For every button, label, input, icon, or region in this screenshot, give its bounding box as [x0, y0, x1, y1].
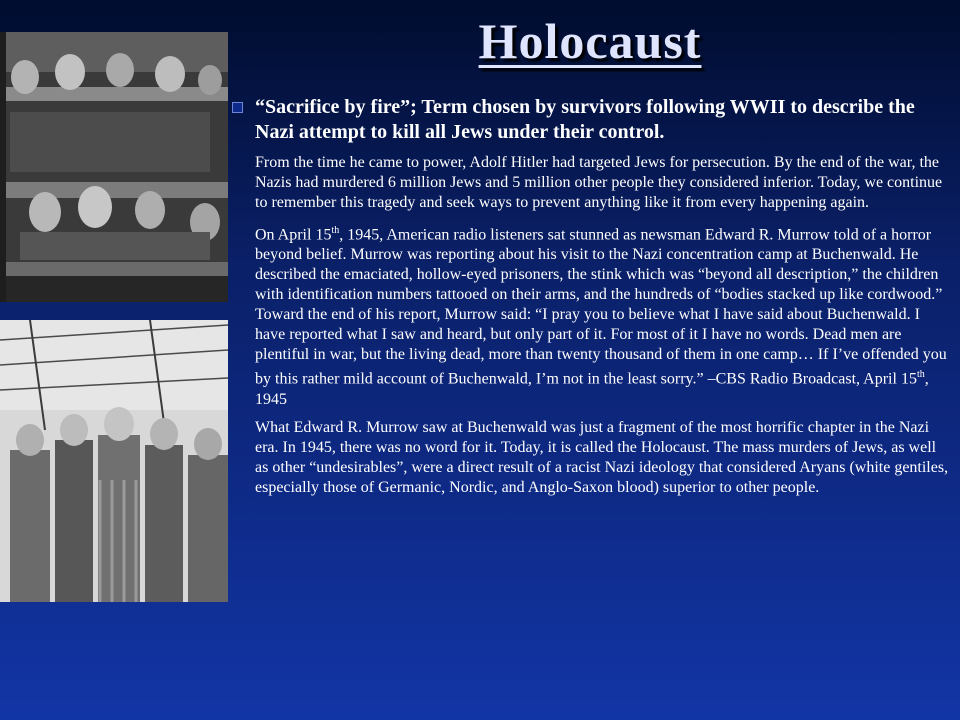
- slide-content: [230, 95, 952, 506]
- paragraph-2-part-a: On April 15: [255, 226, 332, 244]
- superscript-th: th: [331, 225, 340, 236]
- paragraph-1: From the time he came to power, Adolf Hitler had targeted Jews for persecution. By the end of the war, the Nazis had murdered 6 million Jews and 5 million other people they considered inferior. Today, we continue to remember this tragedy and seek ways to prevent anything like it from every happening again.: [255, 154, 943, 211]
- bullet-lead: [230, 95, 952, 145]
- bullet-square-icon: [232, 102, 243, 113]
- photo-children-behind-barbed-wire: [0, 320, 228, 602]
- photo-barracks-prisoners: [0, 32, 228, 302]
- slide-title: Holocaust: [478, 13, 702, 69]
- paragraph-3: What Edward R. Murrow saw at Buchenwald was just a fragment of the most horrific chapter in the Nazi era. In 1945, there was no word for it. Today, it is called the Holocaust. The mass murders of Jews, as well as other “undesirables”, were a direct result of a racist Nazi ideology that considered Aryans (white gentiles, especially those of Germanic, Nordic, and Anglo-Saxon blood) superior to other people.: [255, 418, 949, 496]
- lead-text: “Sacrifice by fire”; Term chosen by survivors following WWII to describe the Nazi attempt to kill all Jews under their control.: [255, 96, 915, 143]
- paragraph-2-part-c: , 1945: [255, 370, 929, 408]
- superscript-th: th: [916, 369, 925, 381]
- paragraph-2: [255, 221, 952, 410]
- title-wrap: [240, 12, 940, 82]
- paragraph-2-part-b: , 1945, American radio listeners sat stunned as newsman Edward R. Murrow told of a horror beyond belief. Murrow was reporting about his visit to the Nazi concentration camp at Buchenwald. He described the emaciated, hollow-eyed prisoners, the stink which was “beyond all description,” the children with identification numbers tattooed on their arms, and the hundreds of “bodies stacked up like cordwood.” Toward the end of his report, Murrow said: “I pray you to believe what I have said about Buchenwald. I have reported what I saw and heard, but only part of it. For most of it I have no words. Dead men are plentiful in war, but the living dead, more than twenty thousand of them in one camp… If I’ve offended you by this rather mild account of Buchenwald, I’m not in the least sorry.” –CBS Radio Broadcast, April 15: [255, 226, 947, 388]
